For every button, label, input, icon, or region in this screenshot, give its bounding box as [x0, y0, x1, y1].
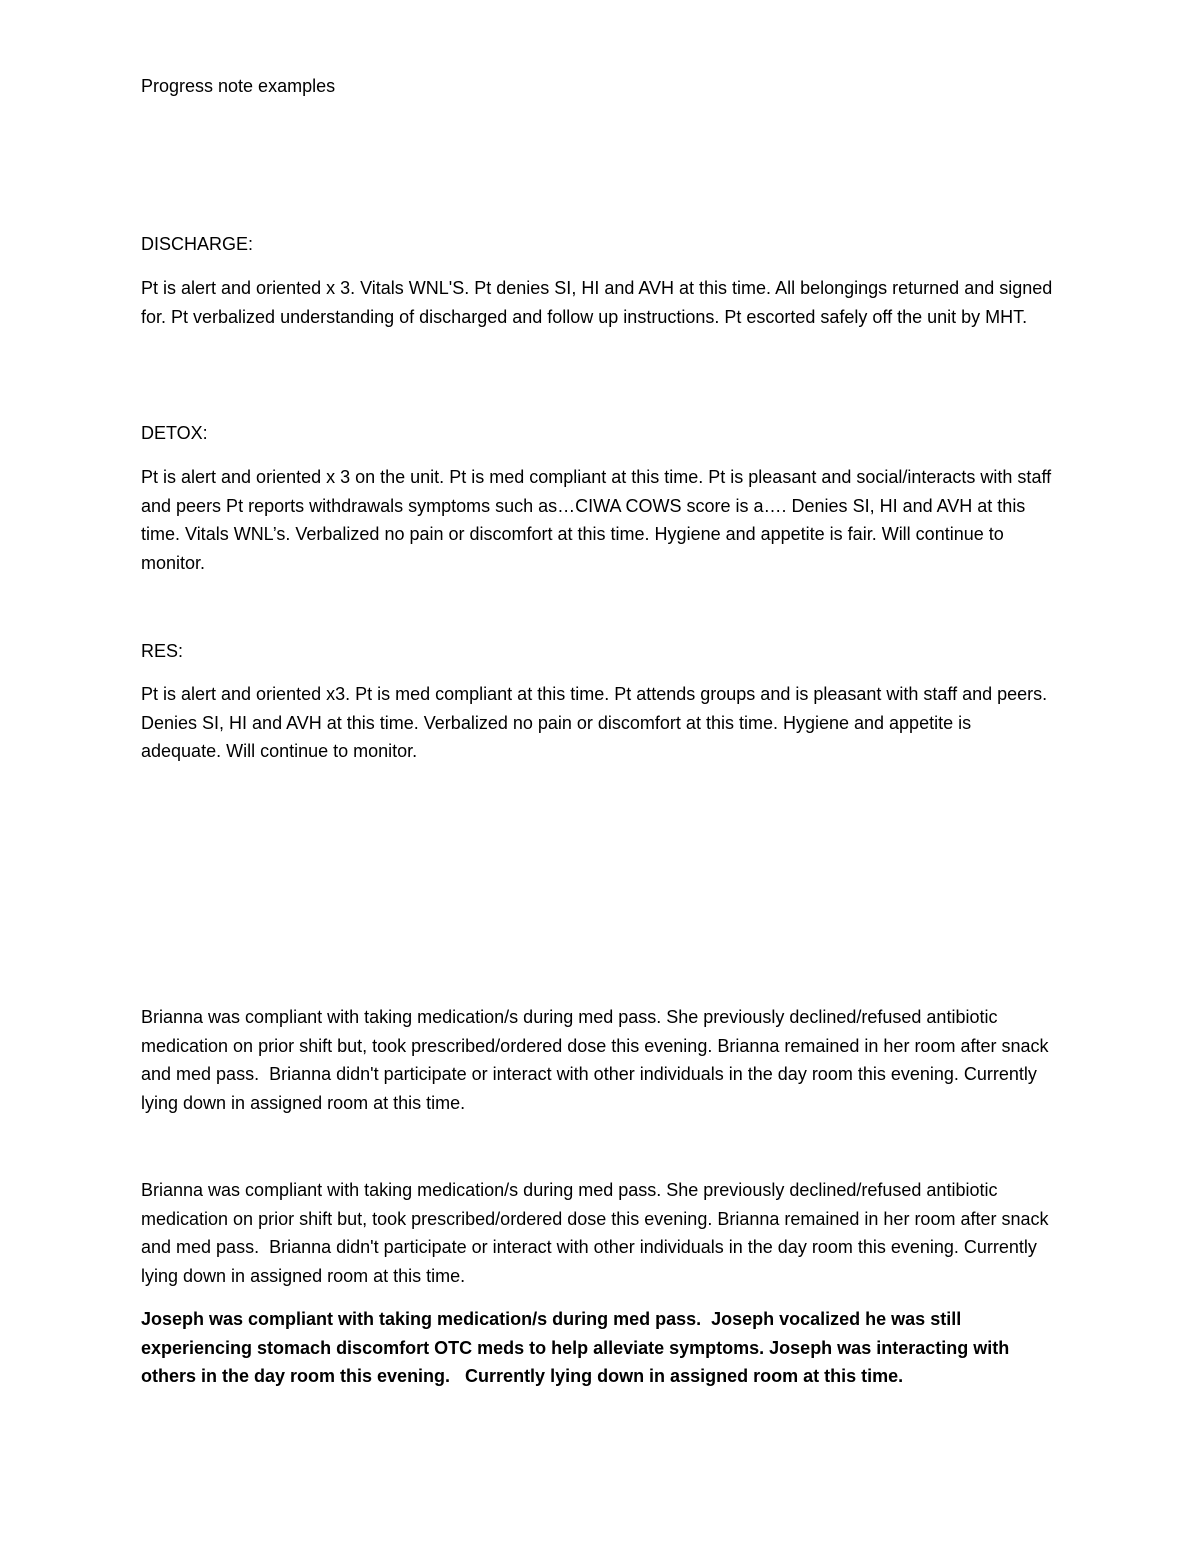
- page-title: Progress note examples: [141, 76, 336, 96]
- progress-note-brianna-2: Brianna was compliant with taking medication/s during med pass. She previously declined/refused antibiotic medication on prior shift but, took prescribed/ordered dose this evening. Brianna remained in her room after snack and med pass. Brianna didn't participate or interact with other individuals in the day room this evening. Currently lying down in assigned room at this time.: [141, 1180, 1054, 1286]
- progress-note-joseph: Joseph was compliant with taking medication/s during med pass. Joseph vocalized he was still experiencing stomach discomfort OTC meds to help alleviate symptoms. Joseph was interacting with others in the day room this evening. Currently lying down in assigned room at this time.: [141, 1309, 1015, 1386]
- section-body-detox: Pt is alert and oriented x 3 on the unit. Pt is med compliant at this time. Pt is pleasant and social/interacts with staff and peers Pt reports withdrawals symptoms such as…CIWA COWS score is a…. Denies SI, HI and AVH at this time. Vitals WNL’s. Verbalized no pain or discomfort at this time. Hygiene and appetite is fair. Will continue to monitor.: [141, 467, 1057, 573]
- section-body-res: Pt is alert and oriented x3. Pt is med compliant at this time. Pt attends groups and is pleasant with staff and peers. Denies SI, HI and AVH at this time. Verbalized no pain or discomfort at this time. Hygiene and appetite is adequate. Will continue to monitor.: [141, 684, 1053, 761]
- progress-note-brianna-1: Brianna was compliant with taking medication/s during med pass. She previously declined/refused antibiotic medication on prior shift but, took prescribed/ordered dose this evening. Brianna remained in her room after snack and med pass. Brianna didn't participate or interact with other individuals in the day room this evening. Currently lying down in assigned room at this time.: [141, 1007, 1054, 1113]
- section-heading-detox: DETOX:: [141, 423, 208, 443]
- section-body-discharge: Pt is alert and oriented x 3. Vitals WNL'S. Pt denies SI, HI and AVH at this time. All belongings returned and signed for. Pt verbalized understanding of discharged and follow up instructions. Pt escorted safely off the unit by MHT.: [141, 278, 1058, 327]
- section-heading-discharge: DISCHARGE:: [141, 234, 254, 254]
- section-heading-res: RES:: [141, 641, 184, 661]
